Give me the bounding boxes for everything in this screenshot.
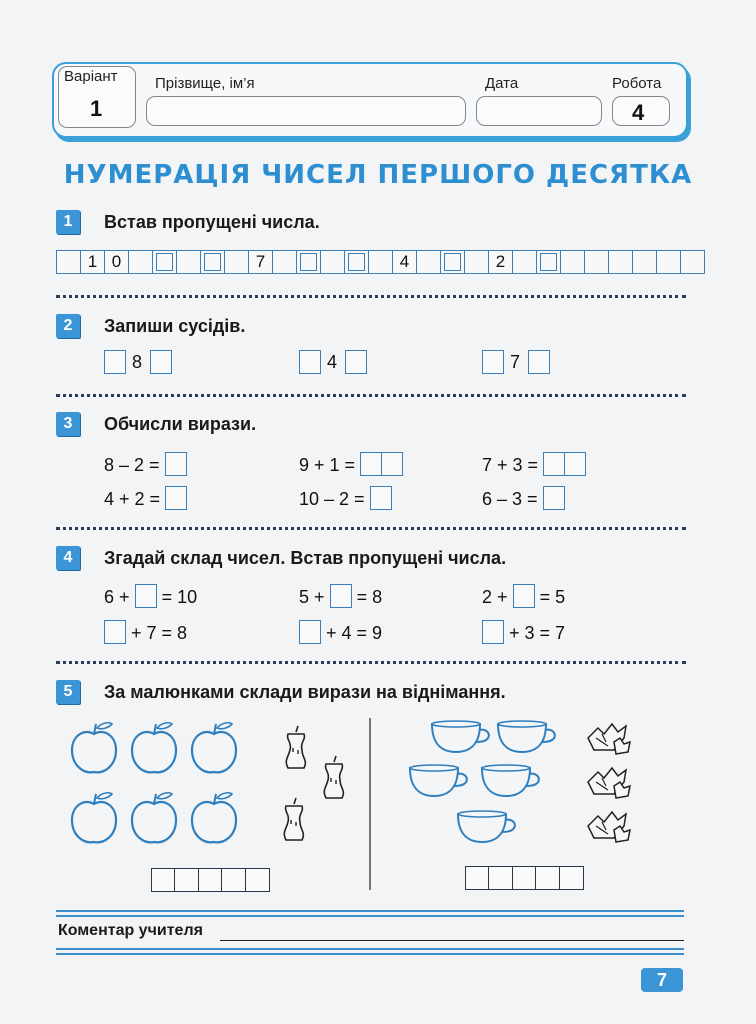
given-number: 8 <box>132 352 143 372</box>
apple-icon <box>192 723 236 772</box>
answer-box[interactable] <box>104 620 126 644</box>
sequence-cell: 2 <box>488 250 513 274</box>
given-number: 7 <box>510 352 521 372</box>
answer-box[interactable] <box>299 350 321 374</box>
sequence-cell[interactable] <box>56 250 81 274</box>
sequence-cell[interactable] <box>368 250 393 274</box>
broken-cup-icon <box>588 812 630 842</box>
sequence-cell[interactable] <box>608 250 633 274</box>
expression: 6 – 3 = <box>482 486 565 510</box>
task-number-badge: 1 <box>56 210 80 234</box>
missing-number-box[interactable] <box>444 253 461 271</box>
page-number: 7 <box>641 968 683 992</box>
sequence-cell[interactable] <box>320 250 345 274</box>
answer-box[interactable] <box>360 452 382 476</box>
sequence-cell[interactable] <box>560 250 585 274</box>
answer-box[interactable] <box>345 350 367 374</box>
sequence-cell[interactable] <box>656 250 681 274</box>
task-title: Запиши сусідів. <box>104 316 246 336</box>
expression: + 3 = 7 <box>482 620 565 644</box>
expression: 8 – 2 = <box>104 452 187 476</box>
sequence-cell: 0 <box>104 250 129 274</box>
sequence-cell[interactable] <box>224 250 249 274</box>
apple-icon <box>192 793 236 842</box>
expression: 4 + 2 = <box>104 486 187 510</box>
answer-box[interactable] <box>528 350 550 374</box>
answer-box[interactable] <box>482 350 504 374</box>
task-number-badge: 5 <box>56 680 80 704</box>
footer-rule-top-2 <box>56 915 684 917</box>
sequence-cell: 7 <box>248 250 273 274</box>
sequence-cell[interactable] <box>512 250 537 274</box>
given-number: 4 <box>327 352 338 372</box>
sequence-cell <box>200 250 225 274</box>
sequence-cell <box>152 250 177 274</box>
sequence-cell[interactable] <box>176 250 201 274</box>
answer-box[interactable] <box>381 452 403 476</box>
dotted-separator <box>56 527 686 530</box>
missing-number-box[interactable] <box>540 253 557 271</box>
footer-rule-bottom <box>56 948 684 950</box>
sequence-cell: 4 <box>392 250 417 274</box>
sequence-cell[interactable] <box>464 250 489 274</box>
expression: + 7 = 8 <box>104 620 187 644</box>
task-title: Згадай склад чисел. Встав пропущені числа. <box>104 548 507 568</box>
sequence-cell[interactable] <box>128 250 153 274</box>
sequence-cell: 1 <box>80 250 105 274</box>
sequence-cell <box>344 250 369 274</box>
footer-rule-top <box>56 910 684 912</box>
dotted-separator <box>56 295 686 298</box>
page-title: НУМЕРАЦІЯ ЧИСЕЛ ПЕРШОГО ДЕСЯТКА <box>63 160 693 190</box>
task-title: За малюнками склади вирази на віднімання. <box>104 682 506 702</box>
answer-box[interactable] <box>330 584 352 608</box>
apple-icon <box>132 723 176 772</box>
answer-box[interactable] <box>299 620 321 644</box>
sequence-cell <box>440 250 465 274</box>
answer-box[interactable] <box>543 452 565 476</box>
answer-box[interactable] <box>135 584 157 608</box>
missing-number-box[interactable] <box>300 253 317 271</box>
answer-box[interactable] <box>150 350 172 374</box>
expression: 2 + = 5 <box>482 584 565 608</box>
name-field[interactable] <box>146 96 466 126</box>
apple-core-icon <box>284 798 303 840</box>
apple-icon <box>132 793 176 842</box>
expression: 5 + = 8 <box>299 584 382 608</box>
expression: 7 + 3 = <box>482 452 586 476</box>
task-number-badge: 4 <box>56 546 80 570</box>
header-frame <box>52 62 688 138</box>
cup-icon <box>482 765 539 796</box>
footer-rule-bottom-2 <box>56 953 684 955</box>
answer-boxes-right[interactable] <box>466 866 584 890</box>
dotted-separator <box>56 661 686 664</box>
answer-box[interactable] <box>165 452 187 476</box>
sequence-cell[interactable] <box>272 250 297 274</box>
task-title: Встав пропущені числа. <box>104 212 320 232</box>
expression: 10 – 2 = <box>299 486 392 510</box>
comment-line[interactable] <box>220 940 684 941</box>
task-number-badge: 2 <box>56 314 80 338</box>
sequence-cell[interactable] <box>680 250 705 274</box>
answer-boxes-left[interactable] <box>152 868 270 892</box>
comment-label: Коментар учителя <box>58 922 203 939</box>
cup-icon <box>432 721 489 752</box>
work-value: 4 <box>632 100 645 125</box>
date-field[interactable] <box>476 96 602 126</box>
apple-icon <box>72 793 116 842</box>
sequence-cell[interactable] <box>416 250 441 274</box>
broken-cup-icon <box>588 768 630 798</box>
sequence-cell <box>296 250 321 274</box>
sequence-cell[interactable] <box>632 250 657 274</box>
apple-core-icon <box>324 756 343 798</box>
cup-icon <box>410 765 467 796</box>
expression: 9 + 1 = <box>299 452 403 476</box>
answer-box[interactable] <box>165 486 187 510</box>
missing-number-box[interactable] <box>156 253 173 271</box>
apple-icon <box>72 723 116 772</box>
sequence-cell <box>536 250 561 274</box>
task-title: Обчисли вирази. <box>104 414 257 434</box>
cup-icon <box>458 811 515 842</box>
missing-number-box[interactable] <box>204 253 221 271</box>
expression: 6 + = 10 <box>104 584 197 608</box>
answer-box[interactable] <box>513 584 535 608</box>
broken-cup-icon <box>588 724 630 754</box>
number-sequence-grid <box>57 250 705 274</box>
answer-box[interactable] <box>482 620 504 644</box>
answer-box[interactable] <box>543 486 565 510</box>
cup-icon <box>498 721 555 752</box>
variant-value: 1 <box>90 96 103 121</box>
name-label: Прізвище, ім’я <box>155 75 255 92</box>
sequence-cell[interactable] <box>584 250 609 274</box>
apple-core-icon <box>286 726 305 768</box>
work-label: Робота <box>612 75 662 92</box>
answer-box[interactable] <box>104 350 126 374</box>
answer-box[interactable] <box>370 486 392 510</box>
date-label: Дата <box>485 75 519 92</box>
missing-number-box[interactable] <box>348 253 365 271</box>
task-number-badge: 3 <box>56 412 80 436</box>
answer-box[interactable] <box>564 452 586 476</box>
dotted-separator <box>56 394 686 397</box>
expression: + 4 = 9 <box>299 620 382 644</box>
variant-label: Варіант <box>64 68 118 85</box>
